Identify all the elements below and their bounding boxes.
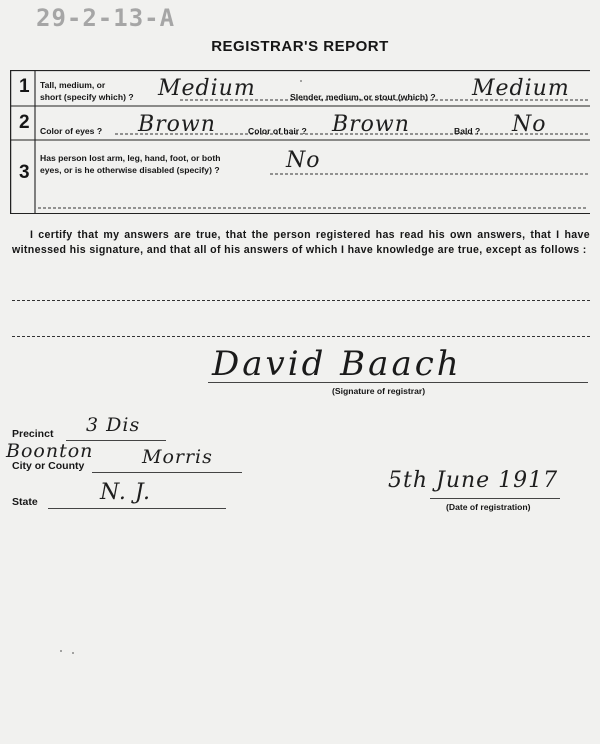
signature-caption: (Signature of registrar) <box>332 386 426 396</box>
precinct-label: Precinct <box>12 428 54 440</box>
question-1-build-answer: Medium <box>472 76 570 101</box>
precinct-value: 3 Dis <box>86 414 141 436</box>
card-stamp-number: 29-2-13-A <box>36 4 176 32</box>
county-value: Morris <box>142 446 213 468</box>
question-2-bald-answer: No <box>512 112 547 137</box>
exception-line-1 <box>12 300 590 301</box>
registration-date-value: 5th June 1917 <box>388 468 559 493</box>
paper-speck <box>60 650 62 652</box>
question-2-hair-answer: Brown <box>332 112 410 137</box>
question-3-label-a: Has person lost arm, leg, hand, foot, or both <box>40 153 221 163</box>
exception-line-2 <box>12 336 590 337</box>
paper-speck <box>72 652 74 654</box>
question-2-bald-label: Bald ? <box>454 126 481 136</box>
state-label: State <box>12 496 38 508</box>
report-title: REGISTRAR'S REPORT <box>211 38 389 55</box>
question-3-disability-answer: No <box>286 148 321 173</box>
question-2-eyes-answer: Brown <box>138 112 216 137</box>
question-2-number: 2 <box>19 112 30 133</box>
paper-speck <box>300 80 302 82</box>
certification-statement <box>12 228 590 257</box>
question-3-label-b: eyes, or is he otherwise disabled (specify) ? <box>40 165 220 175</box>
question-2-hair-label: Color of hair ? <box>248 126 307 136</box>
registrar-signature: David Baach <box>212 344 462 384</box>
question-box <box>10 70 590 214</box>
signature-line <box>208 382 588 383</box>
city-county-label: City or County <box>12 460 85 472</box>
question-1-label-c: Slender, medium, or stout (which) ? <box>290 92 436 102</box>
question-1-height-answer: Medium <box>158 76 256 101</box>
question-1-label-a: Tall, medium, or <box>40 80 106 90</box>
state-value: N. J. <box>100 480 151 505</box>
state-line <box>48 508 226 509</box>
city-county-line <box>92 472 242 473</box>
question-3-number: 3 <box>19 162 30 183</box>
question-1-label-b: short (specify which) ? <box>40 92 134 102</box>
question-1-number: 1 <box>19 76 30 97</box>
registration-date-caption: (Date of registration) <box>446 502 531 512</box>
question-2-eyes-label: Color of eyes ? <box>40 126 103 136</box>
registration-date-line <box>430 498 560 499</box>
city-value: Boonton <box>6 440 94 462</box>
certification-text: I certify that my answers are true, that the person registered has read his own answers, that I have witnessed his signature, and that all of his answers of which I have knowledge are true, except as follows : <box>12 229 590 256</box>
